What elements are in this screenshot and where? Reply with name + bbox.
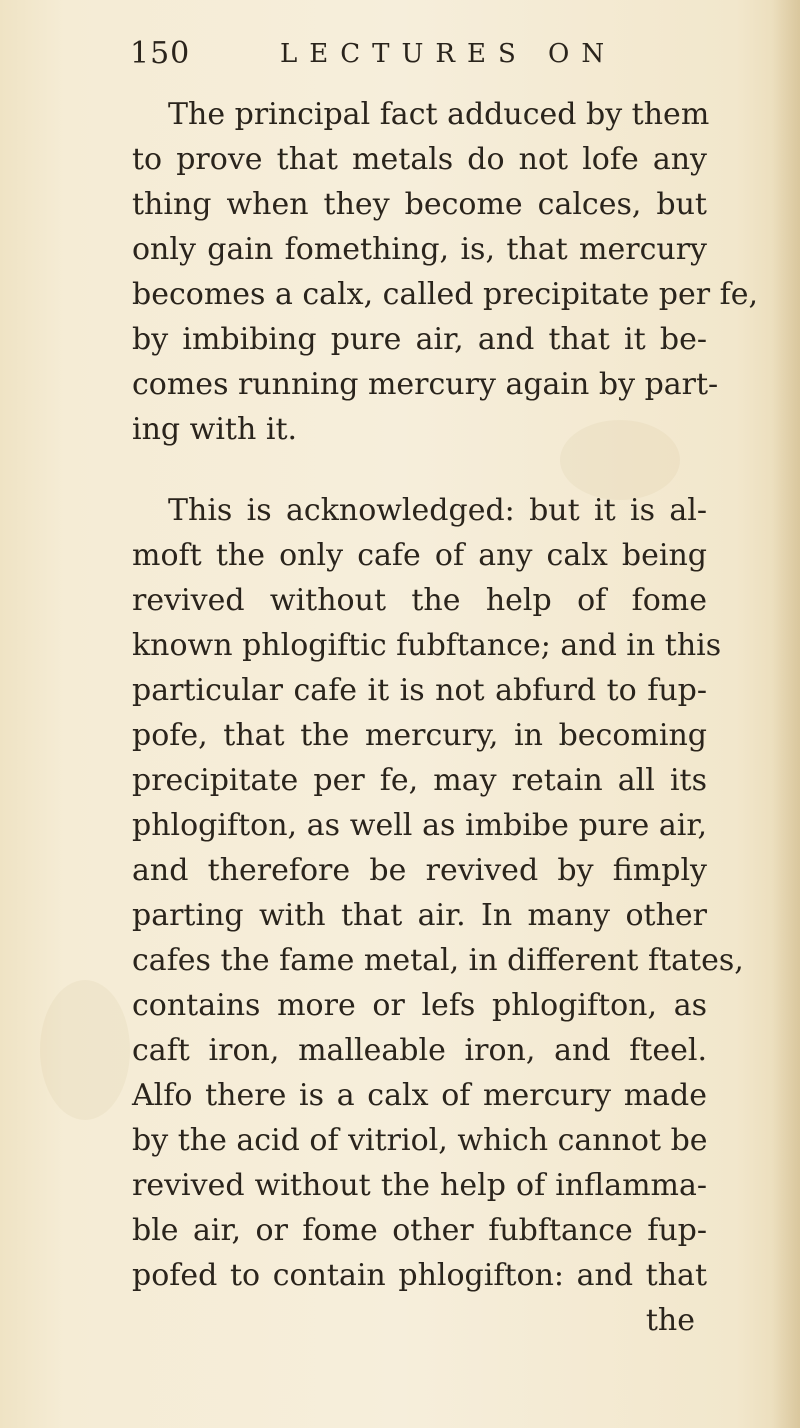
text-line: Alfo there is a calx of mercury made — [132, 1078, 707, 1113]
text-line: The principal fact adduced by them — [168, 97, 710, 132]
text-line: comes running mercury again by part- — [132, 367, 719, 402]
running-head: LECTURES ON — [280, 39, 617, 69]
catchword: the — [645, 1303, 695, 1338]
text-line: by the acid of vitriol, which cannot be — [132, 1123, 708, 1158]
paper-stain — [40, 980, 130, 1120]
page-edge-shadow — [772, 0, 800, 1428]
text-line: caft iron, malleable iron, and fteel. — [132, 1033, 707, 1068]
text-line: precipitate per fe, may retain all its — [132, 763, 707, 798]
text-line: parting with that air. In many other — [132, 898, 707, 933]
text-line: revived without the help of inflamma- — [132, 1168, 707, 1203]
paragraph-gap — [132, 452, 707, 488]
text-line: and therefore be revived by fimply — [132, 853, 707, 888]
text-line: by imbibing pure air, and that it be- — [132, 322, 707, 357]
text-line: to prove that metals do not lofe any — [132, 142, 707, 177]
paragraph — [132, 92, 759, 452]
page-header — [130, 36, 700, 80]
text-line: contains more or lefs phlogifton, as — [132, 988, 707, 1023]
text-line: thing when they become calces, but — [132, 187, 707, 222]
text-line: only gain fomething, is, that mercury — [132, 232, 707, 267]
text-line: known phlogiftic fubftance; and in this — [132, 628, 722, 663]
text-line: This is acknowledged: but it is al- — [168, 493, 707, 528]
text-line: pofe, that the mercury, in becoming — [132, 718, 707, 753]
body-text — [132, 92, 759, 1343]
text-line: particular cafe it is not abfurd to fup- — [132, 673, 707, 708]
text-line: cafes the fame metal, in different ftates, — [132, 943, 744, 978]
text-line: phlogifton, as well as imbibe pure air, — [132, 808, 707, 843]
text-line: ble air, or fome other fubftance fup- — [132, 1213, 707, 1248]
text-line: moft the only cafe of any calx being — [132, 538, 707, 573]
text-line: becomes a calx, called precipitate per fe, — [132, 277, 759, 312]
paragraph — [132, 488, 744, 1298]
text-line: revived without the help of fome — [132, 583, 707, 618]
page-number: 150 — [130, 36, 191, 71]
text-line: ing with it. — [132, 412, 298, 447]
text-line: pofed to contain phlogifton: and that — [132, 1258, 707, 1293]
